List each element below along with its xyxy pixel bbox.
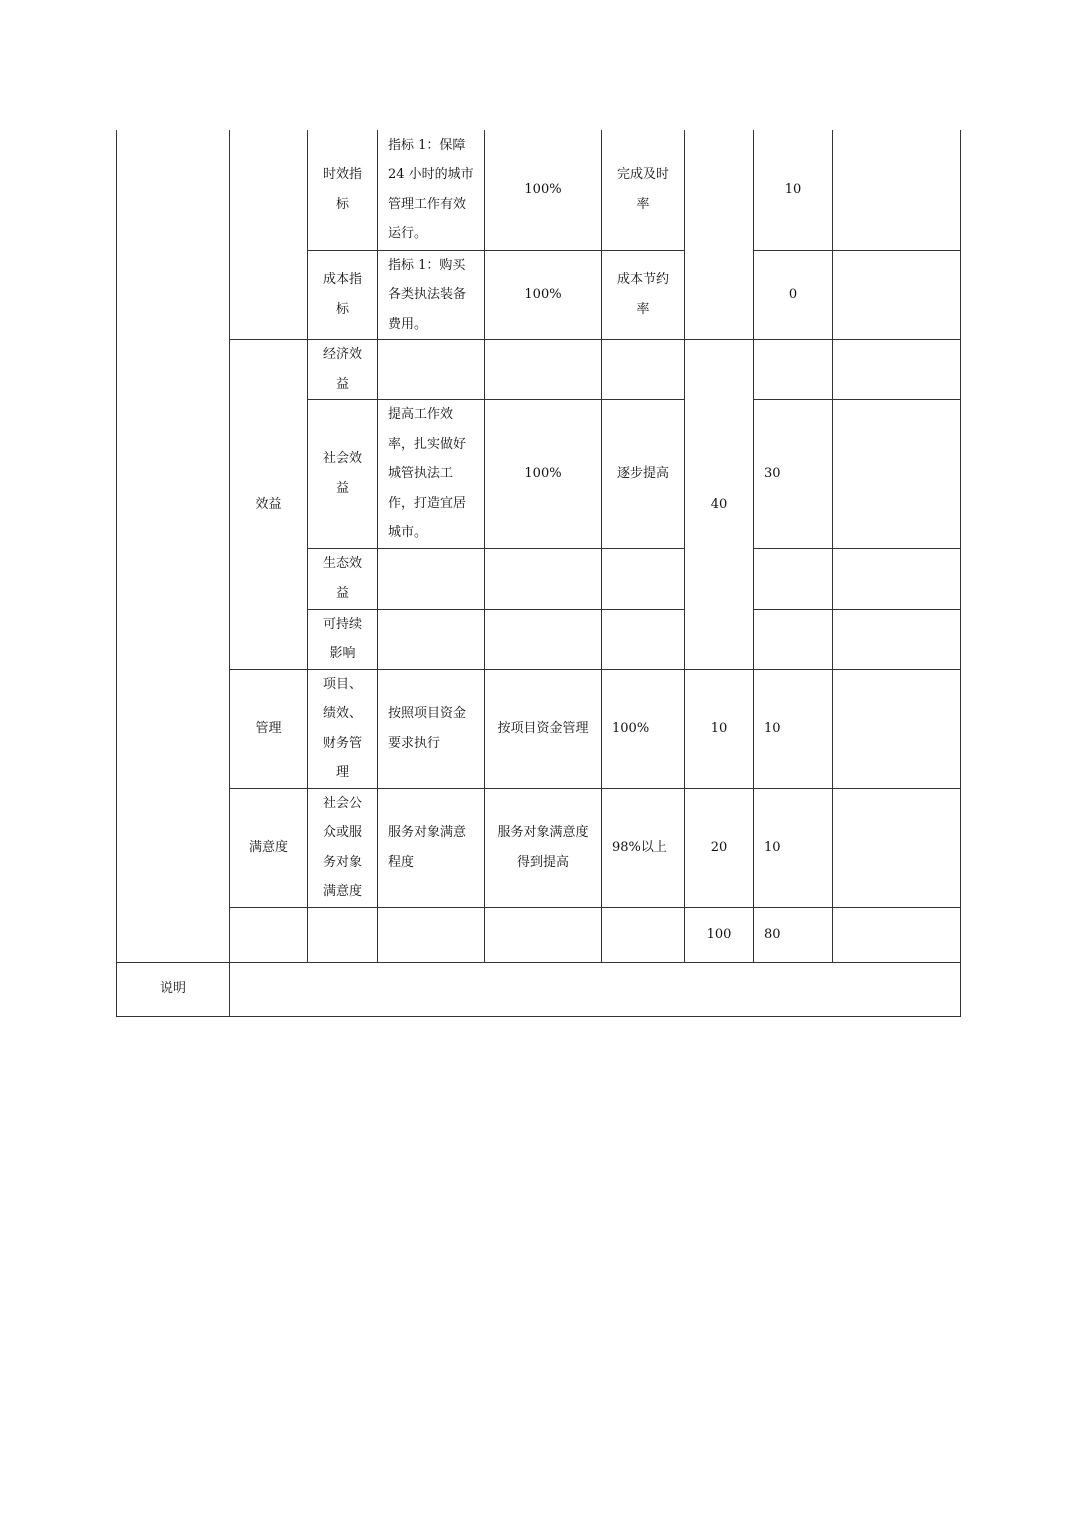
management-content: 按照项目资金 要求执行	[378, 669, 485, 788]
ecological-content	[378, 548, 485, 609]
cost-measure: 成本节约 率	[602, 250, 685, 340]
total-weight: 100	[685, 907, 754, 962]
timeliness-measure: 完成及时 率	[602, 130, 685, 250]
social-content: 提高工作效 率，扎实做好 城管执法工 作，打造宜居 城市。	[378, 400, 485, 549]
total-score: 80	[754, 907, 833, 962]
satisfaction-measure: 98%以上	[602, 788, 685, 907]
performance-table	[116, 130, 961, 1017]
cost-content: 指标 1：购买 各类执法装备 费用。	[378, 250, 485, 340]
ecological-score	[754, 548, 833, 609]
output-category-cell	[230, 130, 308, 340]
total-cell	[602, 907, 685, 962]
satisfaction-indicator: 社会公 众或服 务对象 满意度	[308, 788, 378, 907]
social-indicator: 社会效 益	[308, 400, 378, 549]
ecological-measure	[602, 548, 685, 609]
ecological-indicator: 生态效 益	[308, 548, 378, 609]
management-target: 按项目资金管理	[485, 669, 602, 788]
economic-measure	[602, 340, 685, 400]
satisfaction-category: 满意度	[230, 788, 308, 907]
benefit-weight: 40	[685, 340, 754, 670]
satisfaction-target: 服务对象满意度 得到提高	[485, 788, 602, 907]
sustainable-indicator: 可持续 影响	[308, 609, 378, 669]
sustainable-score	[754, 609, 833, 669]
management-category: 管理	[230, 669, 308, 788]
management-score: 10	[754, 669, 833, 788]
management-measure: 100%	[602, 669, 685, 788]
note-content	[230, 962, 961, 1016]
social-score: 30	[754, 400, 833, 549]
social-target: 100%	[485, 400, 602, 549]
management-weight: 10	[685, 669, 754, 788]
satisfaction-remark	[833, 788, 961, 907]
total-cell	[230, 907, 308, 962]
benefit-category: 效益	[230, 340, 308, 670]
sustainable-target	[485, 609, 602, 669]
ecological-remark	[833, 548, 961, 609]
satisfaction-content: 服务对象满意 程度	[378, 788, 485, 907]
total-remark	[833, 907, 961, 962]
sustainable-measure	[602, 609, 685, 669]
cost-indicator: 成本指 标	[308, 250, 378, 340]
timeliness-remark	[833, 130, 961, 250]
satisfaction-weight: 20	[685, 788, 754, 907]
sustainable-content	[378, 609, 485, 669]
timeliness-score: 10	[754, 130, 833, 250]
note-label: 说明	[117, 962, 230, 1016]
satisfaction-score: 10	[754, 788, 833, 907]
timeliness-content: 指标 1：保障 24 小时的城市 管理工作有效 运行。	[378, 130, 485, 250]
table-row	[117, 962, 961, 1016]
output-weight-cell	[685, 130, 754, 340]
social-remark	[833, 400, 961, 549]
table-row	[117, 340, 961, 400]
economic-score	[754, 340, 833, 400]
management-indicator: 项目、 绩效、 财务管 理	[308, 669, 378, 788]
economic-target	[485, 340, 602, 400]
table-row	[117, 130, 961, 250]
economic-remark	[833, 340, 961, 400]
total-cell	[485, 907, 602, 962]
cost-target: 100%	[485, 250, 602, 340]
first-column-cell	[117, 130, 230, 962]
cost-score: 0	[754, 250, 833, 340]
timeliness-indicator: 时效指 标	[308, 130, 378, 250]
management-remark	[833, 669, 961, 788]
total-cell	[378, 907, 485, 962]
social-measure: 逐步提高	[602, 400, 685, 549]
cost-remark	[833, 250, 961, 340]
ecological-target	[485, 548, 602, 609]
total-cell	[308, 907, 378, 962]
table-row	[117, 788, 961, 907]
table-row	[117, 669, 961, 788]
table-row	[117, 907, 961, 962]
timeliness-target: 100%	[485, 130, 602, 250]
economic-content	[378, 340, 485, 400]
sustainable-remark	[833, 609, 961, 669]
economic-indicator: 经济效 益	[308, 340, 378, 400]
